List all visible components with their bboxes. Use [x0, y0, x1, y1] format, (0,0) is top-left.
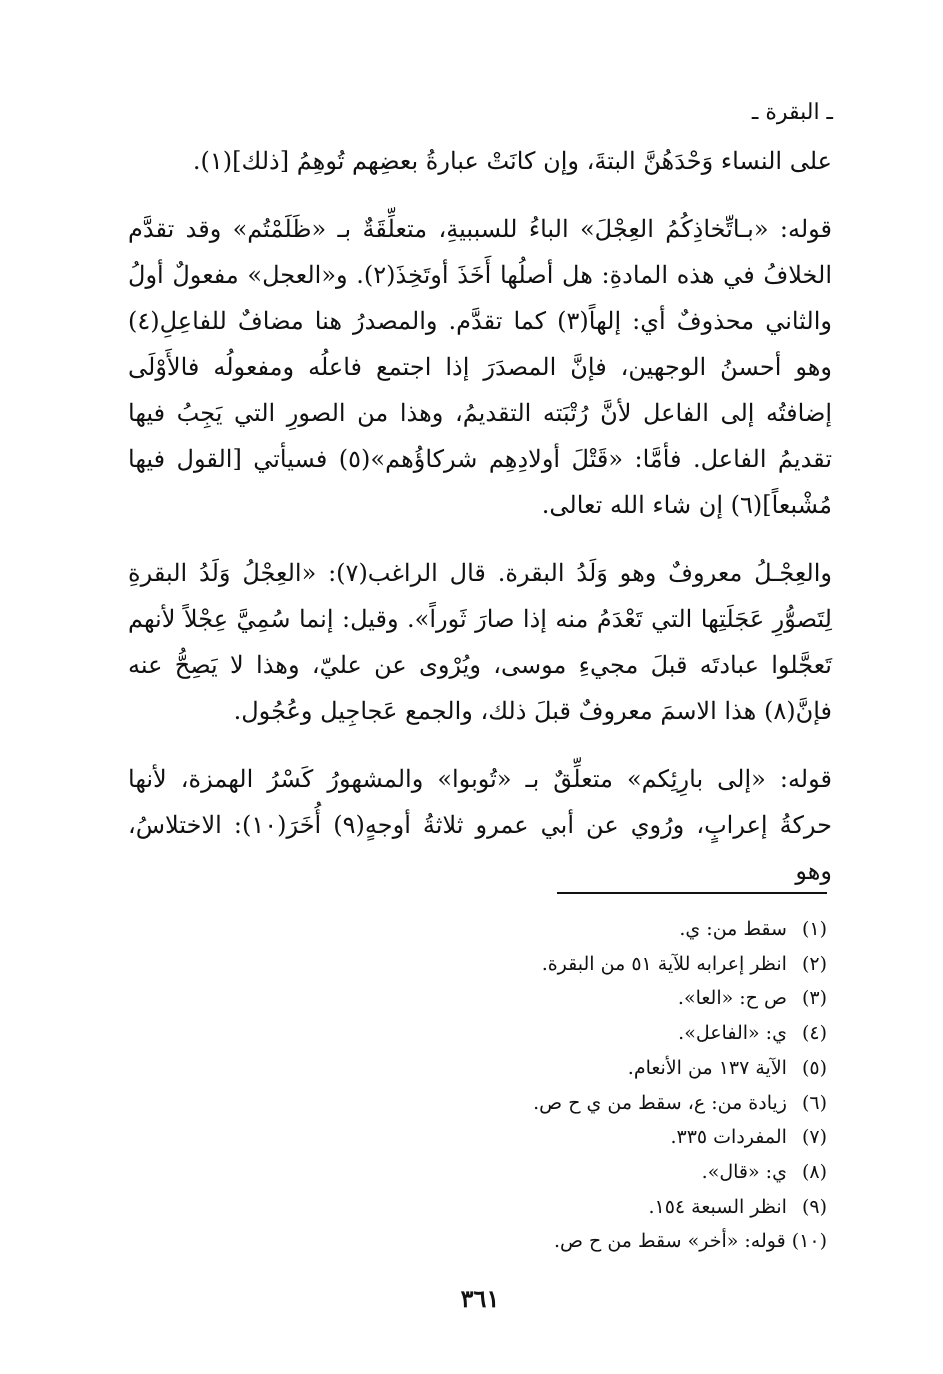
footnote-text: زيادة من: ع، سقط من ي ح ص. — [533, 1091, 787, 1114]
paragraph-2: قوله: «بـاتِّخاذِكُمُ العِجْلَ» الباءُ للسببيةِ، متعلِّقَةٌ بـ «ظَلَمْتُم» وقد تقدَّم الخلافُ في هذه المادةِ: هل أصلُها أَخَذَ أوتَخِذَ(٢). و«العجل» مفعولٌ أولُ والثاني محذوفٌ أي: إلهاً(٣) كما تقدَّم. والمصدرُ هنا مضافٌ للفاعِلِ(٤) وهو أحسنُ الوجهين، فإنَّ المصدَرَ إذا اجتمع فاعلُه ومفعولُه فالأَوْلَى إضافتُه إلى الفاعل لأنَّ رُتْبَته التقديمُ، وهذا من الصورِ التي يَجِبُ فيها تقديمُ الفاعل. فأمَّا: «قَتْلَ أولادِهِم شركاؤُهم»(٥) فسيأتي [القول فيها مُشْبعاً](٦) إن شاء الله تعالى. — [128, 215, 832, 519]
paragraph-3: والعِجْـلُ معروفٌ وهو وَلَدُ البقرة. قال الراغب(٧): «العِجْلُ وَلَدُ البقرةِ لِتَصوُّرِ عَجَلَتِها التي تَعْدَمُ منه إذا صارَ ثَوراً». وقيل: إنما سُمِيَّ عِجْلاً لأنهم تَعجَّلوا عبادتَه قبلَ مجيءِ موسى، ويُرْوى عن عليّ، وهذا لا يَصِحُّ عنه فإنَّ(٨) هذا الاسمَ معروفٌ قبلَ ذلك، والجمع عَجاجِيل وعُجُول. — [128, 559, 832, 725]
footnote-item — [267, 981, 827, 1016]
footnote-number: (٣) — [801, 987, 827, 1010]
footnote-text: ص ح: «العا». — [677, 987, 787, 1010]
footnote-item — [267, 1120, 827, 1155]
footnote-item — [267, 947, 827, 982]
footnote-number: (٨) — [801, 1160, 827, 1183]
footnote-item — [267, 1016, 827, 1051]
footnote-number: (٩) — [801, 1195, 827, 1218]
running-header: ـ البقرة ـ — [751, 100, 833, 125]
footnote-number: (١٠) — [791, 1230, 827, 1253]
footnote-text: الآية ١٣٧ من الأنعام. — [627, 1056, 787, 1079]
paragraph-4: قوله: «إلى بارِئِكم» متعلِّقٌ بـ «تُوبوا» والمشهورُ كَسْرُ الهمزة، لأنها حركةُ إعرابٍ، ورُوي عن أبي عمرو ثلاثةُ أوجهٍ(٩) أُخَرَ(١٠): الاختلاسُ، وهو — [128, 765, 832, 885]
footnote-text: ي: «الفاعل». — [678, 1022, 787, 1045]
footnote-number: (٧) — [801, 1126, 827, 1149]
footnotes-list — [267, 912, 827, 1259]
paragraph-gap — [128, 734, 832, 756]
footnote-number: (٦) — [801, 1091, 827, 1114]
main-text — [128, 138, 832, 894]
paragraph-gap — [128, 184, 832, 206]
footnote-text: سقط من: ي. — [679, 918, 787, 940]
footnote-text: قوله: «أخر» سقط من ح ص. — [553, 1230, 786, 1253]
footnote-item — [267, 1190, 827, 1225]
footnote-divider — [557, 892, 827, 894]
paragraph-gap — [128, 528, 832, 550]
footnote-item — [267, 1224, 827, 1259]
footnote-number: (١) — [801, 918, 827, 940]
footnote-item — [267, 1051, 827, 1086]
footnote-text: المفردات ٣٣٥. — [670, 1126, 787, 1149]
page-number: ٣٦١ — [460, 1284, 500, 1313]
paragraph-1: على النساء وَحْدَهُنَّ البتةَ، وإن كانَتْ عبارةُ بعضِهم تُوهِمُ [ذلك](١). — [192, 147, 832, 175]
footnote-item — [267, 1086, 827, 1121]
footnote-text: ي: «قال». — [701, 1160, 787, 1183]
footnote-number: (٥) — [801, 1056, 827, 1079]
footnote-number: (٢) — [801, 952, 827, 975]
footnote-item — [267, 1155, 827, 1190]
footnote-text: انظر إعرابه للآية ٥١ من البقرة. — [541, 952, 787, 975]
footnote-number: (٤) — [801, 1022, 827, 1045]
footnote-text: انظر السبعة ١٥٤. — [648, 1195, 787, 1218]
footnote-item — [267, 912, 827, 947]
